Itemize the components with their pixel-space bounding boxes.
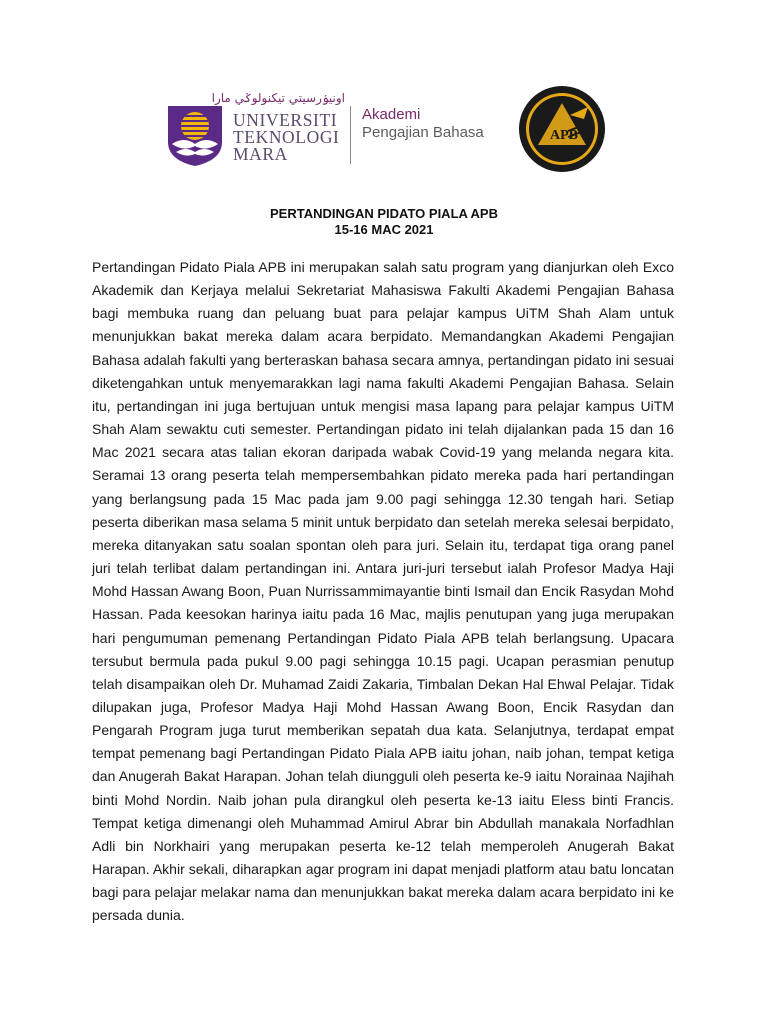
letterhead [0,84,768,180]
university-name-line-3: MARA [233,144,288,164]
logo-divider [350,106,351,164]
university-wordmark [211,84,348,174]
academy-name-line-1: Akademi [362,106,421,123]
uitm-crest-icon [162,102,228,168]
university-name-jawi: اونيۏرسيتي تيكنولوݢي مارا [211,91,345,105]
document-title [0,206,768,238]
report-body [92,256,674,928]
event-title: PERTANDINGAN PIDATO PIALA APB [270,206,498,221]
event-date: 15-16 MAC 2021 [334,222,434,237]
academy-name-line-2: Pengajian Bahasa [362,124,484,141]
university-name-line-1: UNIVERSITI [233,110,338,130]
badge-label: APB [550,128,578,143]
apb-club-badge-icon [518,85,606,173]
report-paragraph: Pertandingan Pidato Piala APB ini merupakan salah satu program yang dianjurkan oleh Exco Akademik dan Kerjaya melalui Sekretariat Mahasiswa Fakulti Akademi Pengajian Bahasa bagi membuka ruang dan peluang buat para pelajar kampus UiTM Shah Alam untuk menunjukkan bakat mereka dalam acara berpidato. Memandangkan Akademi Pengajian Bahasa adalah fakulti yang berteraskan bahasa secara amnya, pertandingan pidato ini sesuai diketengahkan untuk menyemarakkan lagi nama fakulti Akademi Pengajian Bahasa. Selain itu, pertandingan ini juga bertujuan untuk mengisi masa lapang para pelajar kampus UiTM Shah Alam sewaktu cuti semester. Pertandingan pidato ini telah dijalankan pada 15 dan 16 Mac 2021 secara atas talian ekoran daripada wabak Covid-19 yang melanda negara kita. Seramai 13 orang peserta telah mempersembahkan pidato mereka pada hari pertandingan yang berlangsung pada 15 Mac pada jam 9.00 pagi sehingga 12.30 tengah hari. Setiap peserta diberikan masa selama 5 minit untuk berpidato dan setelah mereka selesai berpidato, mereka ditanyakan satu soalan spontan oleh para juri. Selain itu, terdapat tiga orang panel juri telah terlibat dalam pertandingan ini. Antara juri-juri tersebut ialah Profesor Madya Haji Mohd Hassan Awang Boon, Puan Nurrissammimayantie binti Ismail dan Encik Rasydan Mohd Hassan. Pada keesokan harinya iaitu pada 16 Mac, majlis penutupan yang juga merupakan hari pengumuman pemenang Pertandingan Pidato Piala APB telah berlangsung. Upacara tersubut bermula pada pukul 9.00 pagi sehingga 10.15 pagi. Ucapan perasmian penutup telah disampaikan oleh Dr. Muhamad Zaidi Zakaria, Timbalan Dekan Hal Ehwal Pelajar. Tidak dilupakan juga, Profesor Madya Haji Mohd Hassan Awang Boon, Encik Rasydan dan Pengarah Program juga turut memberikan sepatah dua kata. Selanjutnya, terdapat empat tempat pemenang bagi Pertandingan Pidato Piala APB iaitu johan, naib johan, tempat ketiga dan Anugerah Bakat Harapan. Johan telah diungguli oleh peserta ke-9 iaitu Norainaa Najihah binti Mohd Nordin. Naib johan pula dirangkul oleh peserta ke-13 iaitu Eless binti Francis. Tempat ketiga dimenangi oleh Muhammad Amirul Abrar bin Abdullah manakala Norfadhlan Adli bin Norkhairi yang merupakan peserta ke-12 telah memperoleh Anugerah Bakat Harapan. Akhir sekali, diharapkan agar program ini dapat menjadi platform atau batu loncatan bagi para pelajar melakar nama dan menunjukkan bakat mereka dalam acara berpidato ini ke persada dunia. [92,259,674,924]
university-name-line-2: TEKNOLOGI [233,127,340,147]
academy-wordmark [362,106,484,142]
